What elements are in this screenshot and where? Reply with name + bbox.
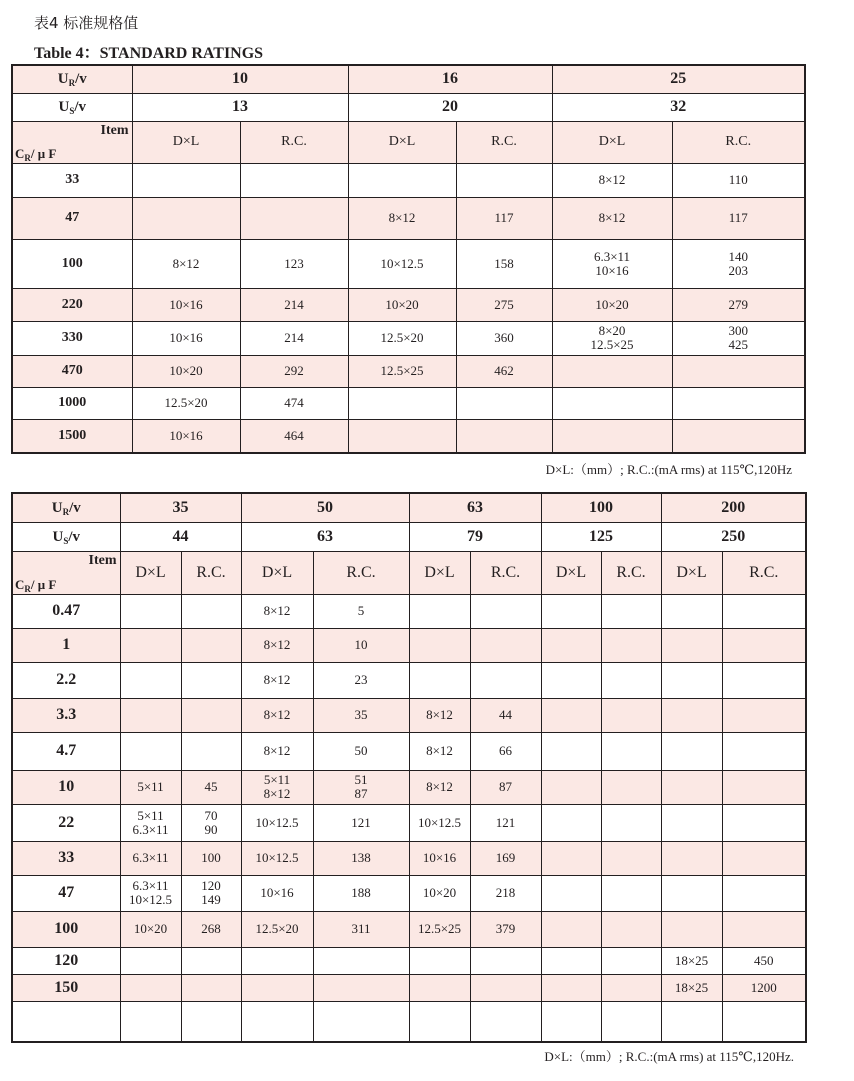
size-cell: 10×16: [132, 419, 240, 453]
size-cell: [132, 163, 240, 197]
ripple-current-cell: 70 90: [181, 804, 241, 841]
table-row: [12, 875, 806, 911]
capacitance-cell: 4.7: [12, 732, 120, 770]
rc-header: R.C.: [240, 121, 348, 163]
size-cell: 8×12: [132, 239, 240, 288]
rc-header: R.C.: [672, 121, 805, 163]
ripple-current-cell: [672, 355, 805, 387]
ripple-current-cell: 10: [313, 628, 409, 662]
ripple-current-cell: 268: [181, 911, 241, 947]
capacitance-cell: 0.47: [12, 594, 120, 628]
ripple-current-cell: 100: [181, 841, 241, 875]
ripple-current-cell: [601, 594, 661, 628]
rated-voltage-row: [12, 493, 806, 522]
size-cell: [409, 628, 470, 662]
table-title-en: Table 4：STANDARD RATINGS: [34, 45, 264, 62]
ripple-current-cell: 44: [470, 698, 541, 732]
ripple-current-cell: [672, 419, 805, 453]
table-row: [12, 804, 806, 841]
rc-header: R.C.: [722, 551, 806, 594]
size-cell: 10×16: [409, 841, 470, 875]
dl-header: D×L: [409, 551, 470, 594]
size-cell: [132, 197, 240, 239]
size-cell: [409, 947, 470, 974]
ripple-current-cell: [601, 628, 661, 662]
size-cell: 18×25: [661, 974, 722, 1001]
rc-header: R.C.: [470, 551, 541, 594]
ripple-current-cell: [722, 732, 806, 770]
capacitance-cell: 150: [12, 974, 120, 1001]
ripple-current-cell: 275: [456, 288, 552, 321]
size-cell: 8×12: [241, 732, 313, 770]
ripple-current-cell: 123: [240, 239, 348, 288]
us-value: 63: [241, 522, 409, 551]
ripple-current-cell: 360: [456, 321, 552, 355]
table-row: [12, 594, 806, 628]
dl-header: D×L: [241, 551, 313, 594]
size-cell: 10×16: [241, 875, 313, 911]
table-row: [12, 1001, 806, 1042]
dl-header: D×L: [541, 551, 601, 594]
size-cell: 12.5×25: [409, 911, 470, 947]
size-cell: [661, 804, 722, 841]
capacitance-cell: 2.2: [12, 662, 120, 698]
size-cell: [120, 974, 181, 1001]
size-cell: [541, 594, 601, 628]
size-cell: [541, 662, 601, 698]
capacitance-cell: 100: [12, 911, 120, 947]
ripple-current-cell: 23: [313, 662, 409, 698]
ripple-current-cell: 462: [456, 355, 552, 387]
ripple-current-cell: 45: [181, 770, 241, 804]
capacitance-label: $C_R/$ μ F: [15, 145, 57, 163]
size-cell: [409, 974, 470, 1001]
ripple-current-cell: [722, 628, 806, 662]
size-cell: 8×12: [241, 698, 313, 732]
ripple-current-cell: [313, 947, 409, 974]
ripple-current-cell: 474: [240, 387, 348, 419]
capacitance-cell: 47: [12, 875, 120, 911]
size-cell: [120, 1001, 181, 1042]
table-row: [12, 662, 806, 698]
us-value: 20: [348, 93, 552, 121]
us-value: 125: [541, 522, 661, 551]
capacitance-cell: 120: [12, 947, 120, 974]
size-cell: 8×12: [552, 163, 672, 197]
capacitance-cell: 220: [12, 288, 132, 321]
ripple-current-cell: [722, 698, 806, 732]
size-cell: 10×12.5: [241, 841, 313, 875]
ripple-current-cell: [722, 1001, 806, 1042]
ripple-current-cell: [601, 1001, 661, 1042]
ripple-current-cell: [181, 1001, 241, 1042]
size-cell: 10×16: [132, 288, 240, 321]
ripple-current-cell: [672, 387, 805, 419]
size-cell: [120, 698, 181, 732]
ripple-current-cell: 140 203: [672, 239, 805, 288]
ripple-current-cell: [601, 911, 661, 947]
capacitance-cell: 330: [12, 321, 132, 355]
ripple-current-cell: [470, 628, 541, 662]
size-cell: [661, 732, 722, 770]
ripple-current-cell: [601, 974, 661, 1001]
size-cell: 5×11 6.3×11: [120, 804, 181, 841]
table-row: [12, 698, 806, 732]
size-cell: [241, 974, 313, 1001]
ripple-current-cell: [601, 947, 661, 974]
size-cell: [661, 662, 722, 698]
ripple-current-cell: 300 425: [672, 321, 805, 355]
capacitance-cell: 3.3: [12, 698, 120, 732]
size-cell: 10×20: [409, 875, 470, 911]
capacitance-cell: 10: [12, 770, 120, 804]
ripple-current-cell: [601, 875, 661, 911]
capacitance-cell: 1: [12, 628, 120, 662]
ur-label: $U_R/v$: [12, 493, 120, 522]
ripple-current-cell: [456, 163, 552, 197]
size-cell: [552, 419, 672, 453]
ripple-current-cell: 158: [456, 239, 552, 288]
size-cell: [409, 594, 470, 628]
ripple-current-cell: 5: [313, 594, 409, 628]
size-cell: 10×20: [120, 911, 181, 947]
us-value: 32: [552, 93, 805, 121]
ripple-current-cell: [313, 1001, 409, 1042]
ripple-current-cell: [470, 1001, 541, 1042]
size-cell: 5×11 8×12: [241, 770, 313, 804]
ripple-current-cell: [470, 594, 541, 628]
ripple-current-cell: 51 87: [313, 770, 409, 804]
ur-value: 25: [552, 65, 805, 93]
table-title-cn: 表4 标准规格值: [34, 14, 139, 32]
ur-label: $U_R/v$: [12, 65, 132, 93]
size-cell: [661, 628, 722, 662]
ripple-current-cell: 214: [240, 321, 348, 355]
ripple-current-cell: [313, 974, 409, 1001]
ur-value: 100: [541, 493, 661, 522]
size-cell: [541, 1001, 601, 1042]
size-cell: [552, 355, 672, 387]
table-row: [12, 841, 806, 875]
ripple-current-cell: [181, 594, 241, 628]
capacitance-cell: [12, 1001, 120, 1042]
size-cell: [120, 947, 181, 974]
size-cell: [241, 1001, 313, 1042]
size-cell: [541, 770, 601, 804]
size-cell: [541, 947, 601, 974]
ripple-current-cell: [722, 770, 806, 804]
ripple-current-cell: [722, 911, 806, 947]
capacitance-cell: 22: [12, 804, 120, 841]
table-row: [12, 732, 806, 770]
size-cell: [409, 1001, 470, 1042]
size-cell: [661, 911, 722, 947]
table-row: [12, 321, 805, 355]
ripple-current-cell: [601, 732, 661, 770]
size-cell: [541, 974, 601, 1001]
ripple-current-cell: 117: [456, 197, 552, 239]
capacitance-cell: 33: [12, 163, 132, 197]
item-label: Item: [100, 122, 129, 138]
size-cell: [541, 698, 601, 732]
ripple-current-cell: 188: [313, 875, 409, 911]
size-cell: 12.5×25: [348, 355, 456, 387]
ripple-current-cell: 66: [470, 732, 541, 770]
size-cell: 10×20: [348, 288, 456, 321]
dl-header: D×L: [348, 121, 456, 163]
ripple-current-cell: 279: [672, 288, 805, 321]
item-header-row: [12, 121, 805, 163]
item-label: Item: [88, 552, 117, 568]
us-label: $U_S/v$: [12, 93, 132, 121]
ripple-current-cell: [181, 628, 241, 662]
table-1-body: [12, 163, 805, 453]
table-1-footnote: D×L:（mm）; R.C.:(mA rms) at 115℃,120Hz: [545, 462, 792, 477]
ripple-current-cell: [181, 698, 241, 732]
ripple-current-cell: 1200: [722, 974, 806, 1001]
size-cell: [661, 875, 722, 911]
size-cell: [661, 770, 722, 804]
dl-header: D×L: [132, 121, 240, 163]
size-cell: 8×12: [552, 197, 672, 239]
table-row: [12, 387, 805, 419]
ripple-current-cell: [181, 662, 241, 698]
capacitance-cell: 470: [12, 355, 132, 387]
size-cell: [661, 594, 722, 628]
ur-value: 50: [241, 493, 409, 522]
size-cell: [348, 419, 456, 453]
table-row: [12, 974, 806, 1001]
ur-value: 200: [661, 493, 806, 522]
ripple-current-cell: 120 149: [181, 875, 241, 911]
dl-header: D×L: [552, 121, 672, 163]
ripple-current-cell: [601, 804, 661, 841]
size-cell: [120, 732, 181, 770]
ripple-current-cell: [601, 841, 661, 875]
size-cell: 8×12: [241, 594, 313, 628]
size-cell: [661, 841, 722, 875]
size-cell: 8×12: [409, 770, 470, 804]
size-cell: [348, 163, 456, 197]
size-cell: [541, 804, 601, 841]
size-cell: 12.5×20: [241, 911, 313, 947]
item-diagonal-header: [12, 121, 132, 163]
ur-value: 10: [132, 65, 348, 93]
item-diagonal-header: [12, 551, 120, 594]
size-cell: 6.3×11 10×12.5: [120, 875, 181, 911]
ur-value: 35: [120, 493, 241, 522]
us-value: 13: [132, 93, 348, 121]
capacitance-label: $C_R/$ μ F: [15, 576, 57, 594]
size-cell: 10×20: [552, 288, 672, 321]
table-row: [12, 288, 805, 321]
size-cell: [541, 911, 601, 947]
dl-header: D×L: [120, 551, 181, 594]
size-cell: 10×20: [132, 355, 240, 387]
ripple-current-cell: [456, 419, 552, 453]
table-row: [12, 197, 805, 239]
surge-voltage-row: [12, 522, 806, 551]
ripple-current-cell: [601, 698, 661, 732]
ripple-current-cell: [470, 974, 541, 1001]
ur-value: 16: [348, 65, 552, 93]
dl-header: D×L: [661, 551, 722, 594]
size-cell: [541, 732, 601, 770]
table-row: [12, 355, 805, 387]
table-row: [12, 239, 805, 288]
table-row: [12, 163, 805, 197]
size-cell: [120, 628, 181, 662]
ripple-current-cell: 35: [313, 698, 409, 732]
ur-value: 63: [409, 493, 541, 522]
size-cell: 10×12.5: [409, 804, 470, 841]
rc-header: R.C.: [313, 551, 409, 594]
item-header-row: [12, 551, 806, 594]
size-cell: [541, 628, 601, 662]
ripple-current-cell: 214: [240, 288, 348, 321]
ripple-current-cell: 218: [470, 875, 541, 911]
us-label: $U_S/v$: [12, 522, 120, 551]
ratings-table-2: [11, 492, 807, 1043]
size-cell: [120, 594, 181, 628]
us-value: 250: [661, 522, 806, 551]
size-cell: 8×12: [348, 197, 456, 239]
size-cell: 5×11: [120, 770, 181, 804]
ripple-current-cell: [240, 197, 348, 239]
ripple-current-cell: [601, 662, 661, 698]
size-cell: 8×12: [409, 732, 470, 770]
size-cell: [541, 875, 601, 911]
ripple-current-cell: [456, 387, 552, 419]
size-cell: [348, 387, 456, 419]
table-2-footnote: D×L:（mm）; R.C.:(mA rms) at 115℃,120Hz.: [544, 1049, 794, 1064]
size-cell: [541, 841, 601, 875]
size-cell: 8×20 12.5×25: [552, 321, 672, 355]
table-row: [12, 628, 806, 662]
ripple-current-cell: 464: [240, 419, 348, 453]
size-cell: 10×12.5: [241, 804, 313, 841]
ripple-current-cell: [181, 732, 241, 770]
size-cell: 6.3×11 10×16: [552, 239, 672, 288]
size-cell: [409, 662, 470, 698]
capacitance-cell: 1000: [12, 387, 132, 419]
ripple-current-cell: [722, 841, 806, 875]
surge-voltage-row: [12, 93, 805, 121]
us-value: 79: [409, 522, 541, 551]
table-row: [12, 911, 806, 947]
table-2-body: [12, 594, 806, 1042]
capacitance-cell: 47: [12, 197, 132, 239]
size-cell: [552, 387, 672, 419]
size-cell: [241, 947, 313, 974]
ripple-current-cell: 450: [722, 947, 806, 974]
ripple-current-cell: 117: [672, 197, 805, 239]
ripple-current-cell: [240, 163, 348, 197]
size-cell: 8×12: [409, 698, 470, 732]
ripple-current-cell: [601, 770, 661, 804]
ripple-current-cell: 138: [313, 841, 409, 875]
size-cell: 8×12: [241, 662, 313, 698]
size-cell: [120, 662, 181, 698]
capacitance-cell: 100: [12, 239, 132, 288]
rc-header: R.C.: [181, 551, 241, 594]
table-row: [12, 419, 805, 453]
ripple-current-cell: 292: [240, 355, 348, 387]
ratings-table-1: [11, 64, 806, 454]
rc-header: R.C.: [456, 121, 552, 163]
size-cell: [661, 698, 722, 732]
capacitance-cell: 33: [12, 841, 120, 875]
ripple-current-cell: [722, 875, 806, 911]
rated-voltage-row: [12, 65, 805, 93]
capacitance-cell: 1500: [12, 419, 132, 453]
ripple-current-cell: 169: [470, 841, 541, 875]
size-cell: 6.3×11: [120, 841, 181, 875]
rc-header: R.C.: [601, 551, 661, 594]
ripple-current-cell: 311: [313, 911, 409, 947]
table-row: [12, 770, 806, 804]
ripple-current-cell: 121: [470, 804, 541, 841]
ripple-current-cell: [722, 594, 806, 628]
ripple-current-cell: [470, 662, 541, 698]
size-cell: 10×12.5: [348, 239, 456, 288]
size-cell: 12.5×20: [348, 321, 456, 355]
table-row: [12, 947, 806, 974]
ripple-current-cell: 50: [313, 732, 409, 770]
size-cell: 12.5×20: [132, 387, 240, 419]
us-value: 44: [120, 522, 241, 551]
ripple-current-cell: [181, 974, 241, 1001]
size-cell: 18×25: [661, 947, 722, 974]
size-cell: 8×12: [241, 628, 313, 662]
ripple-current-cell: [181, 947, 241, 974]
ripple-current-cell: 110: [672, 163, 805, 197]
size-cell: [661, 1001, 722, 1042]
ripple-current-cell: [470, 947, 541, 974]
size-cell: 10×16: [132, 321, 240, 355]
ripple-current-cell: 379: [470, 911, 541, 947]
ripple-current-cell: [722, 662, 806, 698]
ripple-current-cell: 87: [470, 770, 541, 804]
ripple-current-cell: 121: [313, 804, 409, 841]
ripple-current-cell: [722, 804, 806, 841]
